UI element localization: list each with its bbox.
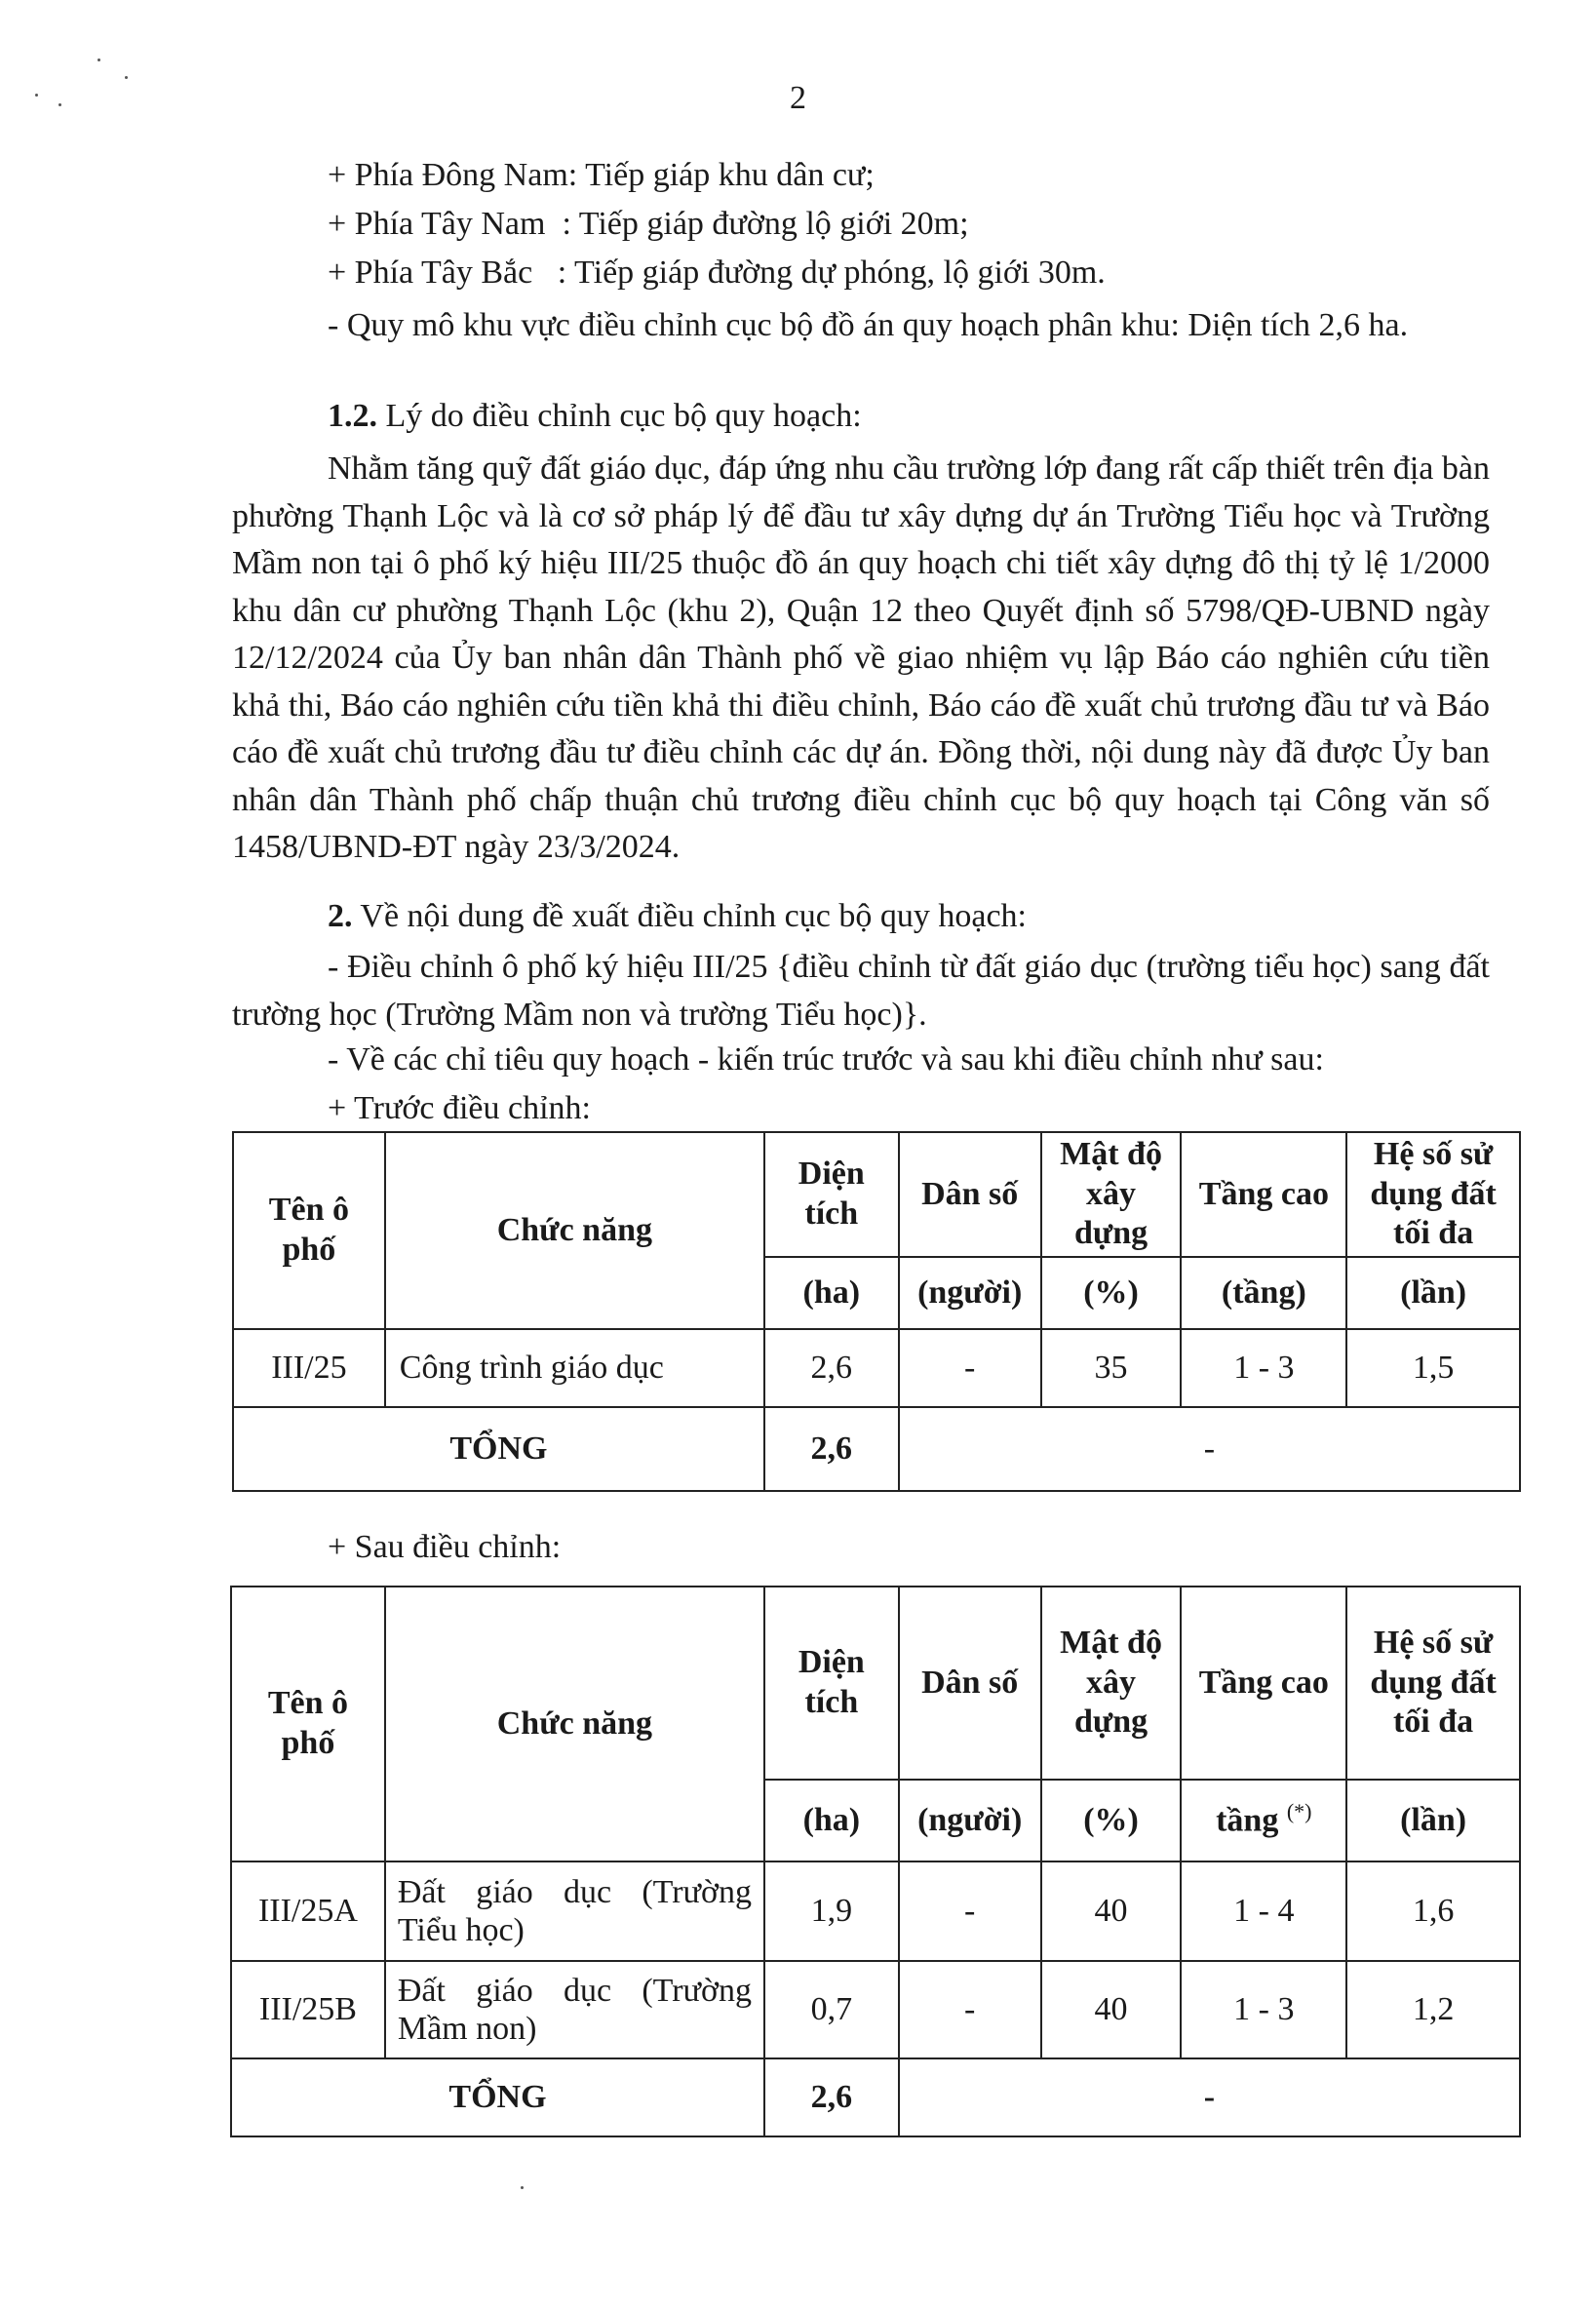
heading-proposal [328, 900, 1027, 933]
header-floors: Tầng cao [1181, 1587, 1346, 1780]
header-density: Mật độ xây dựng [1041, 1587, 1182, 1780]
cell-area: 1,9 [764, 1861, 899, 1961]
total-area: 2,6 [764, 2058, 899, 2136]
total-row [231, 2058, 1520, 2136]
cell-density: 40 [1041, 1961, 1182, 2058]
table-row [233, 1329, 1520, 1407]
unit-population: (người) [899, 1780, 1041, 1861]
header-block-name: Tên ô phố [233, 1132, 385, 1329]
total-label: TỔNG [233, 1407, 764, 1491]
header-area: Diện tích [764, 1587, 899, 1780]
scan-speck [125, 76, 128, 79]
cell-land-use-ratio: 1,5 [1346, 1329, 1520, 1407]
header-block-name: Tên ô phố [231, 1587, 385, 1861]
header-land-use-ratio: Hệ số sử dụng đất tối đa [1346, 1587, 1520, 1780]
indicators-line: - Về các chỉ tiêu quy hoạch - kiến trúc trước và sau khi điều chỉnh như sau: [328, 1041, 1324, 1078]
table-after-adjustment [230, 1586, 1521, 2137]
page-number: 2 [790, 80, 806, 116]
heading-proposal-number: 2. [328, 898, 353, 934]
cell-population: - [899, 1961, 1041, 2058]
cell-area: 0,7 [764, 1961, 899, 2058]
total-row [233, 1407, 1520, 1491]
boundary-northwest: + Phía Tây Bắc : Tiếp giáp đường dự phóng, lộ giới 30m. [328, 255, 1106, 291]
before-label: + Trước điều chỉnh: [328, 1090, 591, 1126]
header-floors: Tầng cao [1181, 1132, 1346, 1257]
total-label: TỔNG [231, 2058, 764, 2136]
unit-land-use-ratio: (lần) [1346, 1257, 1520, 1329]
cell-population: - [899, 1861, 1041, 1961]
cell-area: 2,6 [764, 1329, 899, 1407]
unit-density: (%) [1041, 1780, 1182, 1861]
total-rest: - [899, 2058, 1520, 2136]
heading-proposal-text: Về nội dung đề xuất điều chỉnh cục bộ quy hoạch: [352, 898, 1027, 934]
scale-text: - Quy mô khu vực điều chỉnh cục bộ đồ án quy hoạch phân khu: Diện tích 2,6 ha. [328, 307, 1409, 343]
cell-land-use-ratio: 1,6 [1346, 1861, 1520, 1961]
cell-population: - [899, 1329, 1041, 1407]
unit-floors: (tầng) [1181, 1257, 1346, 1329]
cell-density: 35 [1041, 1329, 1182, 1407]
unit-area: (ha) [764, 1257, 899, 1329]
cell-block-name: III/25 [233, 1329, 385, 1407]
cell-block-name: III/25A [231, 1861, 385, 1961]
cell-block-name: III/25B [231, 1961, 385, 2058]
unit-floors-footnote: (*) [1286, 1799, 1312, 1824]
reason-paragraph [232, 446, 1490, 872]
header-function: Chức năng [385, 1132, 764, 1329]
header-land-use-ratio: Hệ số sử dụng đất tối đa [1346, 1132, 1520, 1257]
unit-floors-text: tầng [1216, 1802, 1279, 1839]
cell-floors: 1 - 3 [1181, 1961, 1346, 2058]
header-density: Mật độ xây dựng [1041, 1132, 1182, 1257]
cell-function [385, 1961, 764, 2058]
cell-floors: 1 - 4 [1181, 1861, 1346, 1961]
after-label: + Sau điều chỉnh: [328, 1529, 562, 1565]
cell-function: Công trình giáo dục [385, 1329, 764, 1407]
unit-density: (%) [1041, 1257, 1182, 1329]
cell-density: 40 [1041, 1861, 1182, 1961]
cell-function-line2: Tiểu học) [397, 1912, 525, 1948]
cell-floors: 1 - 3 [1181, 1329, 1346, 1407]
heading-reason [328, 400, 862, 433]
unit-area: (ha) [764, 1780, 899, 1861]
heading-reason-text: Lý do điều chỉnh cục bộ quy hoạch: [377, 398, 862, 434]
scan-speck [521, 2186, 524, 2189]
unit-population: (người) [899, 1257, 1041, 1329]
boundary-southwest: + Phía Tây Nam : Tiếp giáp đường lộ giới 20m; [328, 206, 969, 242]
table-row [231, 1961, 1520, 2058]
cell-function-line2: Mầm non) [397, 2011, 537, 2047]
unit-land-use-ratio: (lần) [1346, 1780, 1520, 1861]
cell-function-line1: Đất giáo dục (Trường [397, 1873, 752, 1910]
adjust-text: - Điều chỉnh ô phố ký hiệu III/25 {điều chỉnh từ đất giáo dục (trường tiểu học) sang đất trường học (Trường Mầm non và trường Tiểu học)}. [232, 949, 1490, 1033]
cell-function [385, 1861, 764, 1961]
adjust-paragraph [232, 944, 1490, 1038]
reason-text: Nhằm tăng quỹ đất giáo dục, đáp ứng nhu cầu trường lớp đang rất cấp thiết trên địa bàn phường Thạnh Lộc và là cơ sở pháp lý để đầu tư xây dựng dự án Trường Tiểu học và Trường Mầm non tại ô phố ký hiệu III/25 thuộc đồ án quy hoạch chi tiết xây dựng đô thị tỷ lệ 1/2000 khu dân cư phường Thạnh Lộc (khu 2), Quận 12 theo Quyết định số 5798/QĐ-UBND ngày 12/12/2024 của Ủy ban nhân dân Thành phố về giao nhiệm vụ lập Báo cáo nghiên cứu tiền khả thi, Báo cáo nghiên cứu tiền khả thi điều chỉnh, Báo cáo đề xuất chủ trương đầu tư và Báo cáo đề xuất chủ trương đầu tư điều chỉnh các dự án. Đồng thời, nội dung này đã được Ủy ban nhân dân Thành phố chấp thuận chủ trương điều chỉnh cục bộ quy hoạch tại Công văn số 1458/UBND-ĐT ngày 23/3/2024. [232, 451, 1490, 865]
unit-floors [1181, 1780, 1346, 1861]
total-rest: - [899, 1407, 1520, 1491]
total-area: 2,6 [764, 1407, 899, 1491]
table-row [231, 1861, 1520, 1961]
boundary-southeast: + Phía Đông Nam: Tiếp giáp khu dân cư; [328, 157, 875, 193]
cell-function-line1: Đất giáo dục (Trường [397, 1972, 752, 2009]
table-before-adjustment [232, 1131, 1521, 1492]
cell-land-use-ratio: 1,2 [1346, 1961, 1520, 2058]
scale-paragraph [232, 302, 1490, 350]
header-population: Dân số [899, 1132, 1041, 1257]
scan-speck [97, 59, 100, 61]
header-population: Dân số [899, 1587, 1041, 1780]
header-area: Diện tích [764, 1132, 899, 1257]
header-function: Chức năng [385, 1587, 764, 1861]
heading-reason-number: 1.2. [328, 398, 377, 434]
